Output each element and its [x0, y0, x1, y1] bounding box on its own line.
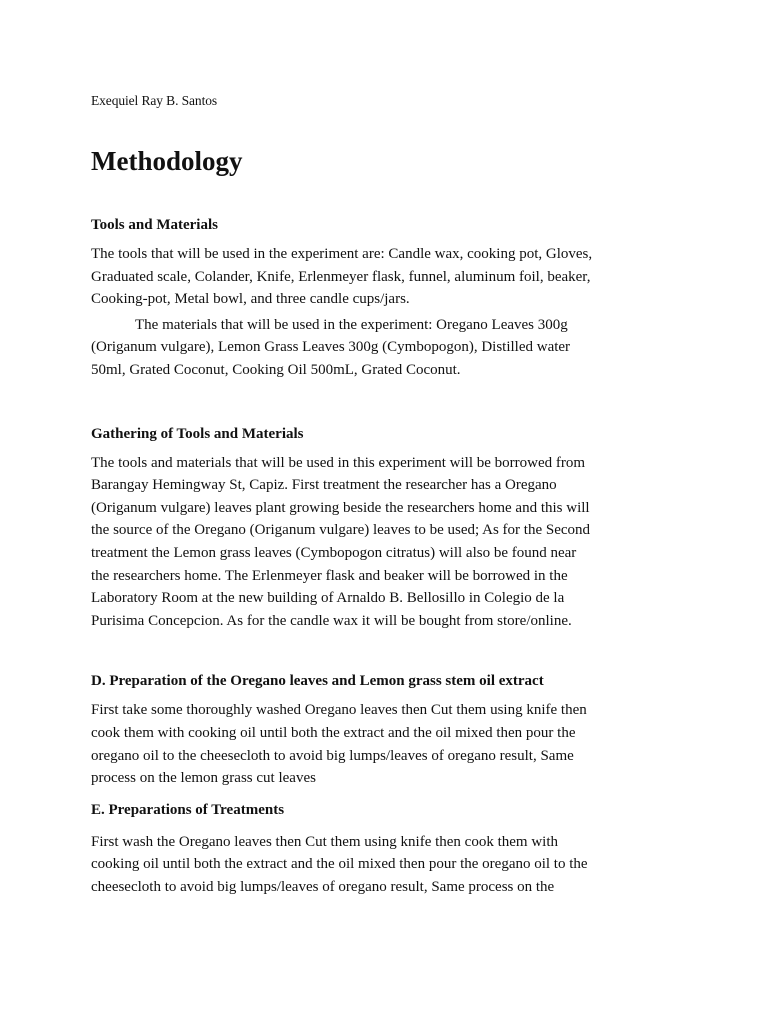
- text-line: 50ml, Grated Coconut, Cooking Oil 500mL, Grated Coconut.: [91, 361, 461, 378]
- text-line: cheesecloth to avoid big lumps/leaves of oregano result, Same process on the: [91, 878, 555, 895]
- section-heading-gathering: Gathering of Tools and Materials: [91, 425, 304, 442]
- text-line: cooking oil until both the extract and the oil mixed then pour the oregano oil to the: [91, 856, 588, 873]
- text-line: (Origanum vulgare) leaves plant growing beside the researchers home and this will: [91, 499, 590, 516]
- text-line: The tools that will be used in the experiment are: Candle wax, cooking pot, Gloves,: [91, 246, 593, 262]
- text-line: Purisima Concepcion. As for the candle wax it will be bought from store/online.: [91, 612, 572, 629]
- text-line: First wash the Oregano leaves then Cut them using knife then cook them with: [91, 833, 558, 850]
- text-line: Graduated scale, Colander, Knife, Erlenmeyer flask, funnel, aluminum foil, beaker,: [91, 268, 591, 285]
- text-line: the researchers home. The Erlenmeyer flask and beaker will be borrowed in the: [91, 567, 568, 584]
- text-line: the source of the Oregano (Origanum vulgare) leaves to be used; As for the Second: [91, 522, 591, 539]
- text-line: process on the lemon grass cut leaves: [91, 770, 316, 787]
- text-line: Barangay Hemingway St, Capiz. First treatment the researcher has a Oregano: [91, 477, 557, 494]
- text-line: (Origanum vulgare), Lemon Grass Leaves 300g (Cymbopogon), Distilled water: [91, 339, 571, 356]
- section-heading-preparation-treatments: E. Preparations of Treatments: [91, 801, 285, 818]
- text-line: Cooking-pot, Metal bowl, and three candle cups/jars.: [91, 291, 410, 308]
- text-line: oregano oil to the cheesecloth to avoid big lumps/leaves of oregano result, Same: [91, 747, 574, 764]
- text-line: treatment the Lemon grass leaves (Cymbopogon citratus) will also be found near: [91, 544, 577, 561]
- section-heading-preparation-extract: D. Preparation of the Oregano leaves and Lemon grass stem oil extract: [91, 673, 544, 690]
- document-page: [91, 92, 691, 898]
- paragraph-preparation-extract: [91, 699, 691, 789]
- author-name: Exequiel Ray B. Santos: [91, 93, 218, 108]
- text-line: The materials that will be used in the experiment: Oregano Leaves 300g: [135, 316, 568, 333]
- paragraph-tools: [91, 243, 691, 311]
- section-heading-tools-and-materials: Tools and Materials: [91, 217, 218, 233]
- text-line: cook them with cooking oil until both the extract and the oil mixed then pour the: [91, 724, 576, 741]
- text-line: Laboratory Room at the new building of Arnaldo B. Bellosillo in Colegio de la: [91, 590, 565, 607]
- text-line: The tools and materials that will be used in this experiment will be borrowed from: [91, 454, 586, 471]
- paragraph-gathering: [91, 452, 691, 633]
- paragraph-materials: [91, 314, 691, 382]
- paragraph-preparation-treatments: [91, 831, 691, 899]
- text-line: First take some thoroughly washed Oregano leaves then Cut them using knife then: [91, 702, 587, 719]
- page-title: Methodology: [91, 146, 243, 176]
